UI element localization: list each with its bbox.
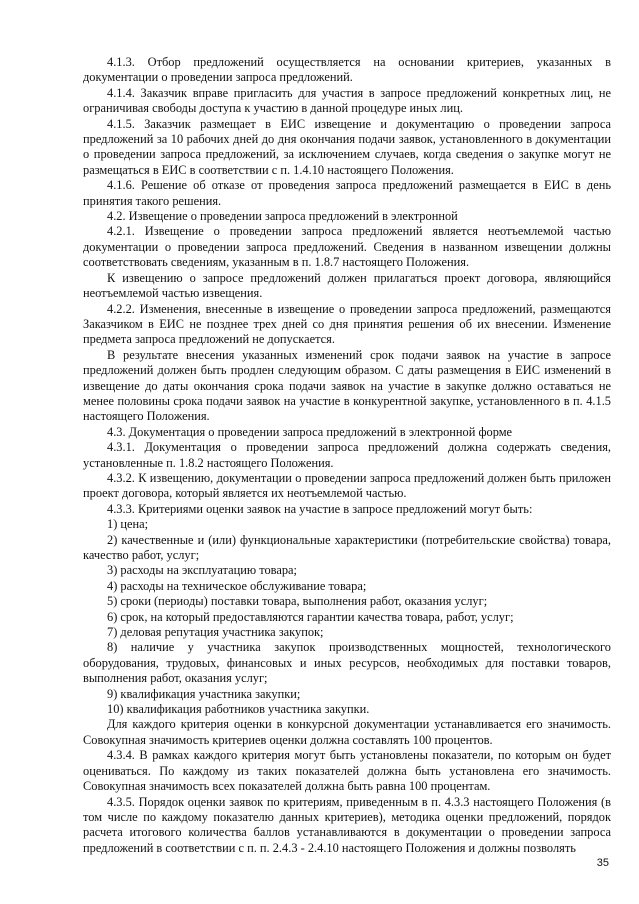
paragraph-4-1-4: 4.1.4. Заказчик вправе пригласить для участия в запросе предложений конкретных лиц, не ограничивая свободы доступа к участию в данной процедуре иных лиц. <box>83 85 611 116</box>
paragraph-4-3-3: 4.3.3. Критериями оценки заявок на участие в запросе предложений могут быть: <box>107 501 533 516</box>
criteria-list-item: 10) квалификация работников участника закупки. <box>107 702 370 717</box>
paragraph-4-2-1-continued: К извещению о запросе предложений должен прилагаться проект договора, являющийся неотъемлемой частью извещения. <box>83 270 611 301</box>
criteria-list-item: 5) сроки (периоды) поставки товара, выполнения работ, оказания услуг; <box>107 594 488 609</box>
criteria-list-item: 7) деловая репутация участника закупок; <box>107 625 324 640</box>
criteria-list-item: 4) расходы на техническое обслуживание товара; <box>107 578 367 593</box>
paragraph-4-1-3: 4.1.3. Отбор предложений осуществляется на основании критериев, указанных в документации о проведении запроса предложений. <box>83 55 611 85</box>
paragraph-4-3-2: 4.3.2. К извещению, документации о проведении запроса предложений должен быть приложен проект договора, который является их неотъемлемой частью. <box>83 470 611 501</box>
criteria-list-item: 9) квалификация участника закупки; <box>107 686 301 701</box>
section-heading-4-3: 4.3. Документация о проведении запроса предложений в электронной форме <box>107 424 513 439</box>
criteria-list-item: 3) расходы на эксплуатацию товара; <box>107 563 297 578</box>
criteria-list-item: 1) цена; <box>107 517 149 532</box>
paragraph-4-3-4: 4.3.4. В рамках каждого критерия могут быть установлены показатели, по которым он будет оцениваться. По каждому из таких показателей должна быть установлена его значимость. Совокупная значимость всех показателей должна быть равна 100 процентам. <box>83 748 611 794</box>
section-heading-4-2: 4.2. Извещение о проведении запроса предложений в электронной <box>107 209 458 224</box>
criteria-list-item: 2) качественные и (или) функциональные характеристики (потребительские свойства) товара, качество работ, услуг; <box>83 532 611 562</box>
paragraph-4-2-2-continued: В результате внесения указанных изменений срок подачи заявок на участие в запросе предложений должен быть продлен следующим образом. С даты размещения в ЕИС изменений в извещение до даты окончания срока подачи заявок на участие в закупке должно оставаться не менее половины срока подачи заявок на участие в конкурентной закупке, установленного в п. 4.1.5 настоящего Положения. <box>83 347 611 424</box>
criteria-list-item: 8) наличие у участника закупок производственных мощностей, технологического оборудования, трудовых, финансовых и иных ресурсов, необходимых для поставки товаров, выполнения работ, оказания услуг; <box>83 640 611 686</box>
page-number: 35 <box>596 857 609 869</box>
criteria-list-item: 6) срок, на который предоставляются гарантии качества товара, работ, услуг; <box>107 609 514 624</box>
paragraph-4-3-5: 4.3.5. Порядок оценки заявок по критериям, приведенным в п. 4.3.3 настоящего Положения (в том числе по каждому показателю данных критериев), методика оценки предложений, порядок расчета итогового количества баллов устанавливаются в документации о проведении запроса предложений в соответствии с п. п. 2.4.3 - 2.4.10 настоящего Положения и должны позволять <box>83 794 611 855</box>
paragraph-4-2-1: 4.2.1. Извещение о проведении запроса предложений является неотъемлемой частью документации о проведении запроса предложений. Сведения в названном извещении должны соответствовать сведениям, указанным в п. 1.8.7 настоящего Положения. <box>83 224 611 270</box>
paragraph-4-1-6: 4.1.6. Решение об отказе от проведения запроса предложений размещается в ЕИС в день принятия такого решения. <box>83 178 611 208</box>
paragraph-4-3-1: 4.3.1. Документация о проведении запроса предложений должна содержать сведения, установленные п. 1.8.2 настоящего Положения. <box>83 440 611 470</box>
paragraph-4-2-2: 4.2.2. Изменения, внесенные в извещение о проведении запроса предложений, размещаются Заказчиком в ЕИС не позднее трех дней со дня принятия решения об их внесении. Изменение предмета запроса предложений не допускается. <box>83 301 611 347</box>
paragraph-4-1-5: 4.1.5. Заказчик размещает в ЕИС извещение и документацию о проведении запроса предложений за 10 рабочих дней до дня окончания подачи заявок, установленного в документации о проведении запроса предложений, за исключением случаев, когда сведения о закупке могут не размещаться в ЕИС в соответствии с п. 1.4.10 настоящего Положения. <box>83 116 611 177</box>
document-body <box>83 55 611 856</box>
paragraph-criteria-significance: Для каждого критерия оценки в конкурсной документации устанавливается его значимость. Совокупная значимость критериев оценки должна составлять 100 процентов. <box>83 717 611 747</box>
